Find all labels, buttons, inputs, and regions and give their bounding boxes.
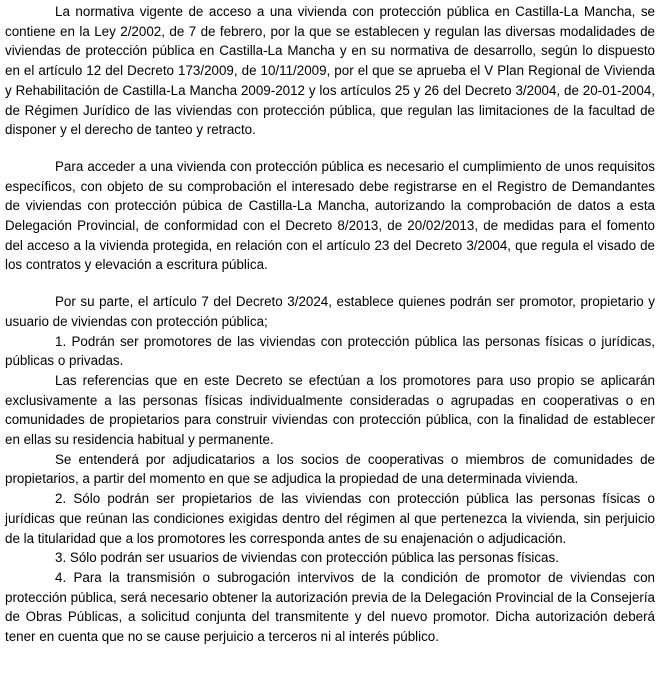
paragraph-adjudicatarios: Se entenderá por adjudicatarios a los socios de cooperativas o miembros de comunidades de propietarios, a partir del momento en que se adjudica la propiedad de una determinada vivienda. xyxy=(5,451,655,487)
paragraph-item-3-usuarios: 3. Sólo podrán ser usuarios de viviendas con protección pública las personas físicas. xyxy=(55,550,559,566)
paragraph-normativa-vigente: La normativa vigente de acceso a una vivienda con protección pública en Castilla-La Mancha, se contiene en la Ley 2/2002, de 7 de febrero, por la que se establecen y regulan las diversas modalidades de viviendas de protección pública en Castilla-La Mancha y en su normativa de desarrollo, según lo dispuesto en el artículo 12 del Decreto 173/2009, de 10/11/2009, por el que se aprueba el V Plan Regional de Vivienda y Rehabilitación de Castilla-La Mancha 2009-2012 y los artículos 25 y 26 del Decreto 3/2004, de 20-01-2004, de Régimen Jurídico de las viviendas con protección pública, que regulan las limitaciones de la facultad de disponer y el derecho de tanteo y retracto. xyxy=(5,4,655,138)
paragraph-requisitos-acceso: Para acceder a una vivienda con protección pública es necesario el cumplimiento de unos requisitos específicos, con objeto de su comprobación el interesado debe registrarse en el Registro de Demandantes de viviendas con protección púbica de Castilla-La Mancha, autorizando la comprobación de datos a esta Delegación Provincial, de conformidad con el Decreto 8/2013, de 20/02/2013, de medidas para el fomento del acceso a la vivienda protegida, en relación con el artículo 23 del Decreto 3/2004, que regula el visado de los contratos y elevación a escritura pública. xyxy=(5,158,655,273)
paragraph-referencias-promotores: Las referencias que en este Decreto se efectúan a los promotores para uso propio se aplicarán exclusivamente a las personas físicas individualmente consideradas o agrupadas en cooperativas o en comunidades de propietarios para construir viviendas con protección pública, con la finalidad de establecer en ellas su residencia habitual y permanente. xyxy=(5,372,655,448)
paragraph-item-2-propietarios: 2. Sólo podrán ser propietarios de las viviendas con protección pública las personas físicas o jurídicas que reúnan las condiciones exigidas dentro del régimen al que pertenezca la vivienda, sin perjuicio de la titularidad que a los promotores les corresponda antes de su enajenación o adjudicación. xyxy=(5,491,655,546)
paragraph-articulo-7: Por su parte, el artículo 7 del Decreto 3/2024, establece quienes podrán ser promotor, propietario y usuario de viviendas con protección pública; xyxy=(5,294,655,329)
paragraph-item-4-transmision: 4. Para la transmisión o subrogación intervivos de la condición de promotor de viviendas con protección pública, será necesario obtener la autorización previa de la Delegación Provincial de la Consejería de Obras Públicas, a solicitud conjunta del transmitente y del nuevo promotor. Dicha autorización deberá tener en cuenta que no se cause perjuicio a terceros ni al interés público. xyxy=(5,569,655,645)
paragraph-item-1-promotores: 1. Podrán ser promotores de las viviendas con protección pública las personas físicas o jurídicas, públicas o privadas. xyxy=(5,333,655,369)
